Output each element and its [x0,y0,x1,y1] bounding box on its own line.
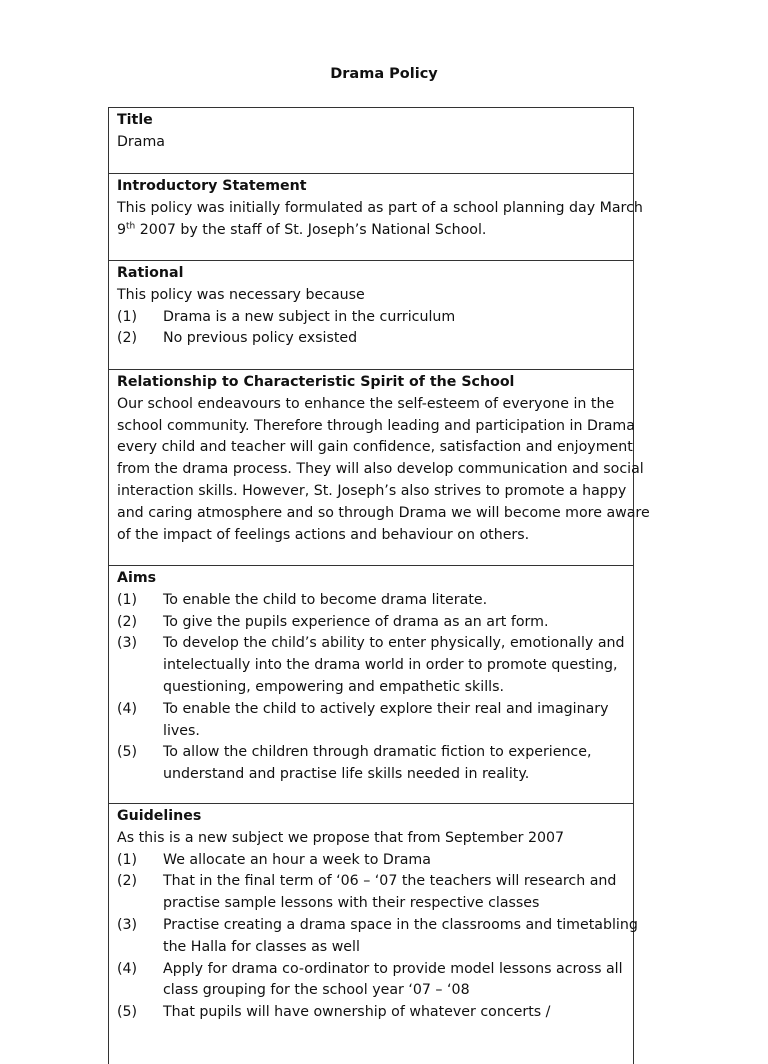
list-text [163,959,625,1003]
list-number: (2) [117,873,138,890]
section-heading: Relationship to Characteristic Spirit of the School [117,374,515,390]
list-text [163,612,625,634]
list-line: That pupils will have ownership of whatever concerts / [163,1004,551,1021]
list-text [163,915,638,959]
list-number: (1) [117,591,138,608]
list-number: (1) [117,308,138,325]
section-heading: Title [117,112,153,128]
policy-table [108,107,650,1064]
paragraph-line: school community. Therefore through leading and participation in Drama [117,417,635,434]
list-line: Practise creating a drama space in the classrooms and timetabling [163,916,638,933]
list-text [163,633,625,698]
guidelines-intro: As this is a new subject we propose that from September 2007 [117,829,565,846]
list-number: (5) [117,744,138,761]
list-line: To give the pupils experience of drama as an art form. [163,613,549,630]
paragraph-line: interaction skills. However, St. Joseph’s also strives to promote a happy [117,482,627,499]
list-item [117,699,625,743]
document-title: Drama Policy [330,66,438,82]
list-item [117,307,625,329]
intro-rest: 2007 by the staff of St. Joseph’s National School. [135,221,487,238]
list-item [117,742,625,786]
list-item [117,612,625,634]
section-rational [109,261,633,370]
list-line: class grouping for the school year ‘07 – ‘08 [163,982,470,999]
list-text [163,1002,625,1024]
list-line: To develop the child’s ability to enter physically, emotionally and [163,635,625,652]
list-item [117,328,625,350]
section-title [109,108,633,174]
section-heading: Aims [117,570,157,586]
section-introductory-statement [109,174,643,261]
list-number: (5) [117,1004,138,1021]
section-heading: Guidelines [117,808,202,824]
list-line: questioning, empowering and empathetic skills. [163,678,504,695]
intro-line [117,220,625,242]
list-item [117,590,625,612]
list-text: Drama is a new subject in the curriculum [163,308,456,325]
intro-line: This policy was initially formulated as part of a school planning day March [117,199,643,216]
section-aims [109,566,633,804]
section-heading: Rational [117,265,184,281]
list-number: (1) [117,851,138,868]
paragraph-line: of the impact of feelings actions and behaviour on others. [117,526,530,543]
list-number: (4) [117,960,138,977]
list-text [163,742,625,786]
list-line: To allow the children through dramatic fiction to experience, [163,744,592,761]
list-line: lives. [163,722,200,739]
list-line: the Halla for classes as well [163,938,360,955]
rational-intro: This policy was necessary because [117,286,365,303]
list-line: That in the final term of ‘06 – ‘07 the teachers will research and [163,873,617,890]
list-line: To enable the child to become drama literate. [163,591,488,608]
list-line: Apply for drama co-ordinator to provide model lessons across all [163,960,623,977]
paragraph-line: and caring atmosphere and so through Drama we will become more aware [117,504,650,521]
list-item [117,850,625,872]
list-text [163,699,625,743]
list-line: To enable the child to actively explore their real and imaginary [163,700,609,717]
list-text [163,850,625,872]
list-line: We allocate an hour a week to Drama [163,851,431,868]
list-text [163,871,625,915]
list-line: practise sample lessons with their respective classes [163,895,540,912]
list-item [117,1002,625,1024]
list-item [117,633,625,698]
section-guidelines [109,804,638,1064]
list-number: (2) [117,330,138,347]
list-line: understand and practise life skills needed in reality. [163,766,530,783]
section-relationship-spirit [109,370,650,566]
list-number: (2) [117,613,138,630]
paragraph-line: from the drama process. They will also develop communication and social [117,461,644,478]
list-item [117,915,638,959]
list-text [163,590,625,612]
list-item [117,959,625,1003]
intro-ordinal: th [126,220,136,231]
list-number: (3) [117,916,138,933]
section-heading: Introductory Statement [117,178,307,194]
paragraph-line: Our school endeavours to enhance the self-esteem of everyone in the [117,395,615,412]
list-line: intelectually into the drama world in order to promote questing, [163,657,618,674]
list-text: No previous policy exsisted [163,330,358,347]
intro-day: 9 [117,221,127,238]
section-body: Drama [117,133,165,150]
list-number: (4) [117,700,138,717]
list-number: (3) [117,635,138,652]
list-item [117,871,625,915]
paragraph-line: every child and teacher will gain confidence, satisfaction and enjoyment [117,439,633,456]
